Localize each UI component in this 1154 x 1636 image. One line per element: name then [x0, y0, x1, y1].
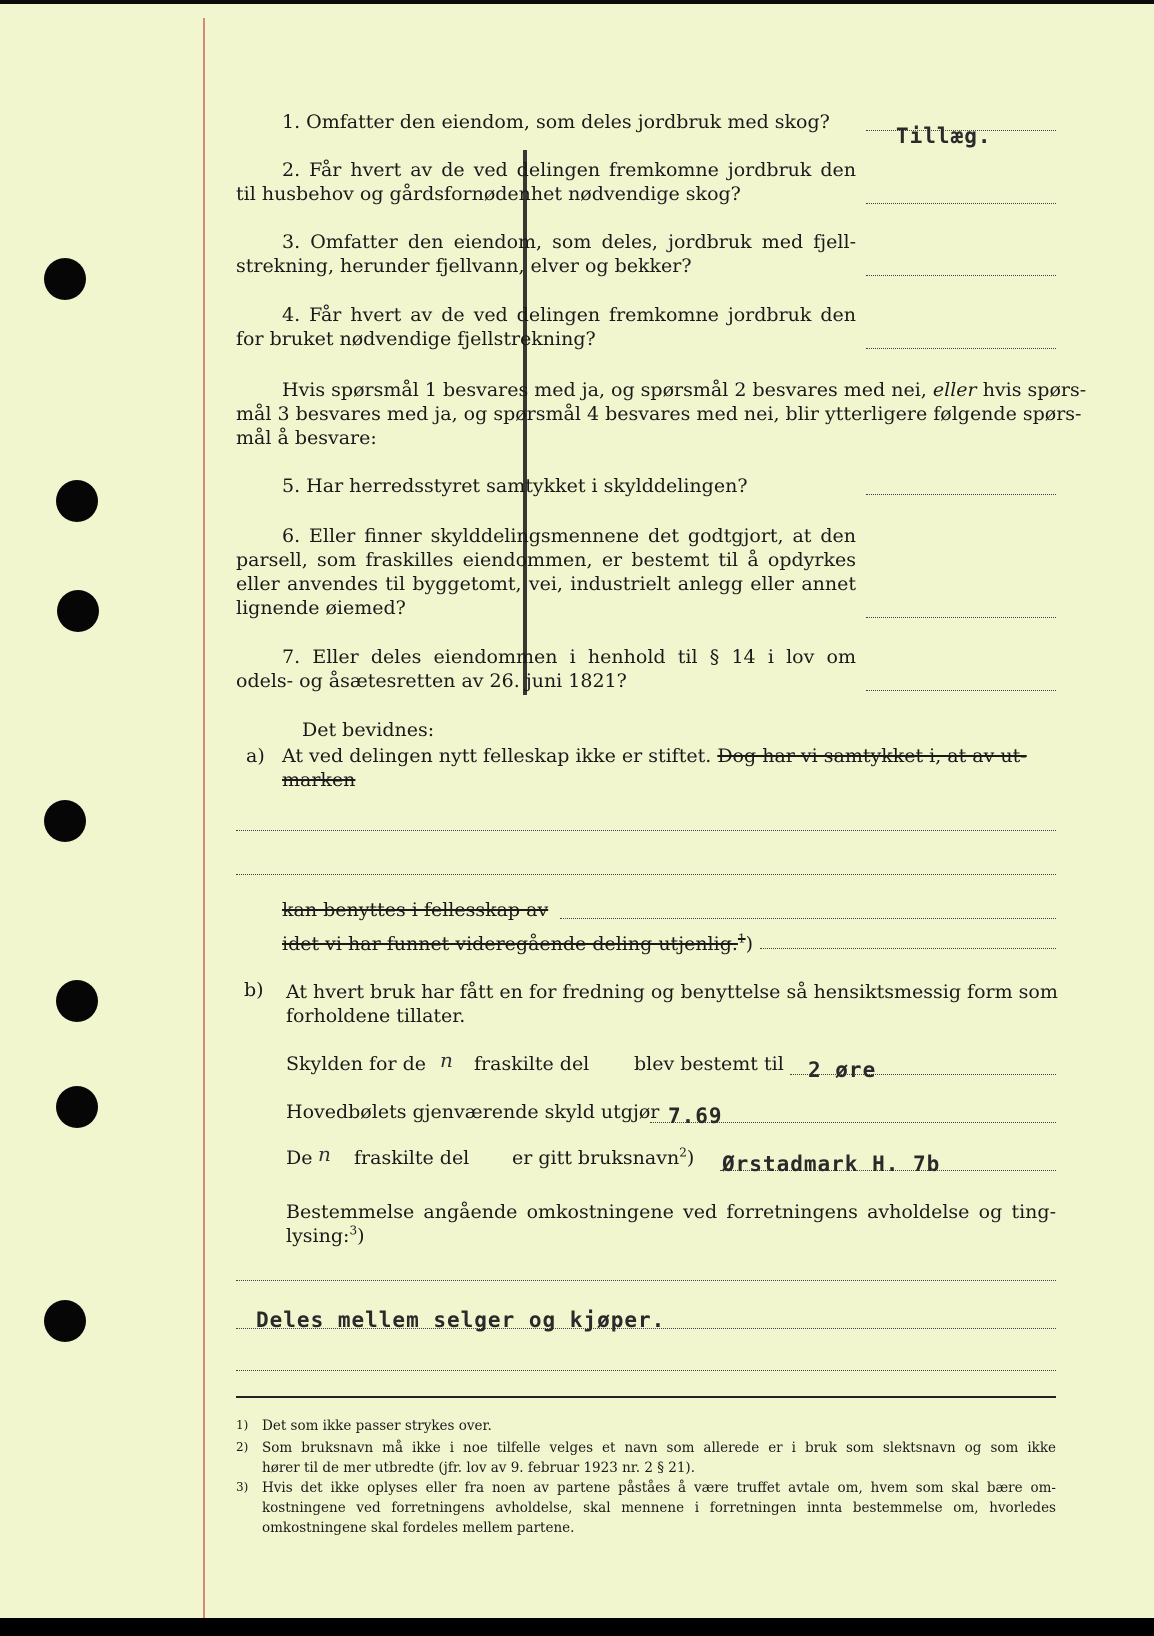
skyld-label: blev bestemt til [634, 1053, 784, 1075]
bestemmelse-text: lysing: [286, 1225, 350, 1247]
question-4-line-2: for bruket nødvendige fjellstrekning? [236, 328, 596, 350]
question-6-line-3: eller anvendes til byggetomt, vei, industrielt anlegg eller annet [236, 573, 856, 595]
fill-line [236, 1370, 1056, 1371]
blank-line [560, 918, 1056, 919]
condition-line-1 [282, 378, 1086, 402]
handwritten-mark: n [440, 1048, 453, 1072]
bestemmelse-value: Deles mellem selger og kjøper. [256, 1308, 666, 1332]
hovedbol-value: 7.69 [668, 1104, 723, 1128]
answer-line [866, 494, 1056, 495]
question-5: 5. Har herredsstyret samtykket i skylddelingen? [282, 475, 748, 497]
footnote-3-line-2: kostningene ved forretningens avholdelse, skal mennene i forretningen innta bestemmelse om, hvorledes [262, 1500, 1056, 1516]
footnote-ref-close: ) [745, 933, 753, 955]
bestemmelse-line-2 [286, 1224, 365, 1248]
punch-hole [56, 480, 98, 522]
question-4-line-1: 4. Får hvert av de ved delingen fremkomne jordbruk den [282, 304, 856, 326]
bruksnavn-text: er gitt bruksnavn [512, 1147, 680, 1169]
question-3-line-2: strekning, herunder fjellvann, elver og bekker? [236, 255, 692, 277]
punch-hole [44, 800, 86, 842]
section-heading: Det bevidnes: [302, 719, 435, 741]
item-a-label: a) [246, 745, 265, 767]
bruksnavn-label [512, 1146, 694, 1170]
question-6-line-2: parsell, som fraskilles eiendommen, er bestemt til å opdyrkes [236, 549, 856, 571]
condition-line-2: mål 3 besvares med ja, og spørsmål 4 besvares med nei, blir ytterligere følgende spørs- [236, 403, 1082, 425]
question-3-line-1: 3. Omfatter den eiendom, som deles, jordbruk med fjell- [282, 231, 856, 253]
footnote-number: 3) [236, 1480, 249, 1494]
margin-line [203, 18, 205, 1618]
footnote-1: Det som ikke passer strykes over. [262, 1418, 492, 1434]
footnote-3-line-3: omkostningene skal fordeles mellem partene. [262, 1520, 575, 1536]
question-6-line-4: lignende øiemed? [236, 597, 406, 619]
item-b-line-2: forholdene tillater. [286, 1005, 466, 1027]
footnote-ref: 2 [679, 1145, 687, 1160]
bruksnavn-label: fraskilte del [354, 1147, 470, 1169]
condition-text: hvis spørs- [982, 379, 1087, 401]
question-6-line-1: 6. Eller finner skylddelingsmennene det godtgjort, at den [282, 525, 856, 547]
bruksnavn-value: Ørstadmark H. 7b [722, 1152, 941, 1176]
footnote-ref-close: ) [686, 1147, 695, 1169]
footnote-2-line-1: Som bruksnavn må ikke i noe tilfelle velges et navn som allerede er i bruk som slektsnavn og som ikke [262, 1440, 1056, 1456]
bestemmelse-line-1: Bestemmelse angående omkostningene ved forretningens avholdelse og ting- [286, 1201, 1056, 1223]
punch-hole [56, 1086, 98, 1128]
footnote-ref-close: ) [357, 1225, 365, 1247]
answer-line [866, 690, 1056, 691]
question-2-line-2: til husbehov og gårdsfornødenhet nødvendige skog? [236, 183, 741, 205]
footnote-2-line-2: hører til de mer utbredte (jfr. lov av 9. februar 1923 nr. 2 § 21). [262, 1460, 695, 1476]
skyld-label: fraskilte del [474, 1053, 590, 1075]
skyld-value: 2 øre [808, 1058, 877, 1082]
blank-line [236, 830, 1056, 831]
footnote-number: 1) [236, 1418, 249, 1432]
footnote-ref: 1 [737, 931, 746, 946]
punch-hole [57, 590, 99, 632]
struck-text: Dog har vi samtykket i, at av ut- [717, 745, 1027, 767]
answer-line [866, 348, 1056, 349]
condition-line-3: mål å besvare: [236, 427, 377, 449]
condition-emphasis: eller [932, 379, 977, 401]
item-b-label: b) [244, 979, 264, 1001]
struck-text: idet vi har funnet videregående deling utjenlig. [282, 933, 738, 955]
struck-text: kan benyttes i fellesskap av [282, 899, 549, 921]
answer-line [866, 617, 1056, 618]
question-7-line-1: 7. Eller deles eiendommen i henhold til § 14 i lov om [282, 646, 856, 668]
question-7-line-2: odels- og åsætesretten av 26. juni 1821? [236, 670, 627, 692]
blank-line [760, 948, 1056, 949]
fill-line [236, 1280, 1056, 1281]
struck-text: marken [282, 769, 356, 791]
handwritten-mark: n [318, 1142, 331, 1166]
item-a-text [282, 744, 1027, 768]
answer-line [866, 203, 1056, 204]
footnote-ref: 3 [349, 1223, 358, 1238]
item-a-statement: At ved delingen nytt felleskap ikke er stiftet. [282, 745, 712, 767]
skyld-label: Skylden for de [286, 1053, 427, 1075]
footnote-3-line-1: Hvis det ikke oplyses eller fra noen av partene påståes å være truffet avtale om, hvem som skal bære om- [262, 1480, 1056, 1496]
footnote-number: 2) [236, 1440, 249, 1454]
question-1: 1. Omfatter den eiendom, som deles jordbruk med skog? [282, 111, 830, 133]
hovedbol-label: Hovedbølets gjenværende skyld utgjør [286, 1101, 660, 1123]
question-2-line-1: 2. Får hvert av de ved delingen fremkomne jordbruk den [282, 159, 856, 181]
punch-hole [56, 980, 98, 1022]
blank-line [236, 874, 1056, 875]
answer-line [866, 275, 1056, 276]
item-b-line-1: At hvert bruk har fått en for fredning og benyttelse så hensiktsmessig form som [286, 981, 1058, 1003]
scan-edge-bottom [0, 1618, 1154, 1636]
footnote-rule [236, 1396, 1056, 1398]
punch-hole [44, 258, 86, 300]
bruksnavn-label: De [286, 1147, 313, 1169]
condition-text: Hvis spørsmål 1 besvares med ja, og spørsmål 2 besvares med nei, [282, 379, 927, 401]
answer-1: Tillæg. [896, 124, 992, 148]
scan-edge-top [0, 0, 1154, 4]
struck-line-4 [282, 932, 753, 956]
punch-hole [44, 1300, 86, 1342]
